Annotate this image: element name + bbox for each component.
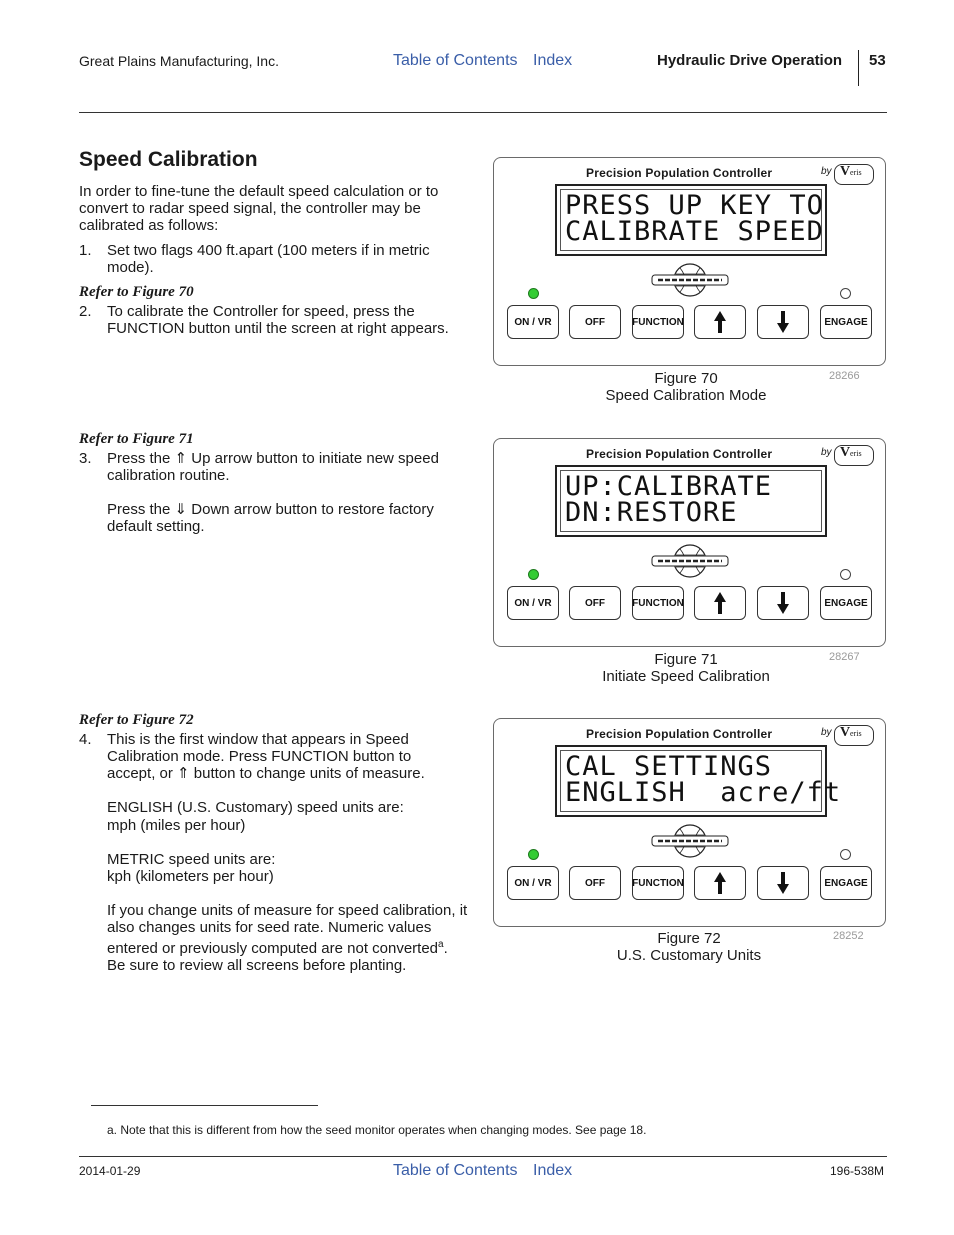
- engage-button[interactable]: ENGAGE: [820, 586, 872, 620]
- up-arrow-button[interactable]: [694, 586, 746, 620]
- power-led: [528, 569, 539, 580]
- footnote-rule: [91, 1105, 318, 1106]
- function-button[interactable]: FUNCTION: [632, 866, 684, 900]
- up-arrow-icon: [713, 310, 727, 334]
- figure-72-number: 28252: [833, 930, 864, 942]
- up-arrow-button[interactable]: [694, 305, 746, 339]
- english-units-value: mph (miles per hour): [107, 817, 246, 834]
- step-2-number: 2.: [79, 303, 92, 320]
- footer-index-link[interactable]: Index: [533, 1162, 573, 1179]
- lcd-line-1: UP:CALIBRATE: [565, 471, 773, 502]
- step-2-text: To calibrate the Controller for speed, press the FUNCTION button until the screen at right appears.: [107, 303, 449, 337]
- intro-paragraph: In order to fine-tune the default speed calculation or to convert to radar speed signal, the controller may be calibrated as follows:: [79, 183, 439, 234]
- up-arrow-button[interactable]: [694, 866, 746, 900]
- step-4-text: This is the first window that appears in Speed Calibration mode. Press FUNCTION button to accept, or ⇑ button to change units of measure.: [107, 731, 425, 782]
- function-button[interactable]: FUNCTION: [632, 586, 684, 620]
- engage-led: [840, 849, 851, 860]
- panel-by: by: [821, 447, 832, 458]
- engage-led: [840, 288, 851, 299]
- header-divider: [858, 50, 859, 86]
- great-plains-logo-icon: [650, 262, 730, 298]
- panel-title: Precision Population Controller: [586, 447, 773, 461]
- header-index-link[interactable]: Index: [533, 52, 573, 69]
- lcd-display: [555, 184, 827, 256]
- step-1-number: 1.: [79, 242, 92, 259]
- engage-button[interactable]: ENGAGE: [820, 305, 872, 339]
- english-units-label: ENGLISH (U.S. Customary) speed units are:: [107, 799, 404, 816]
- step-3-text-2: Press the ⇓ Down arrow button to restore factory default setting.: [107, 501, 434, 535]
- metric-units-value: kph (kilometers per hour): [107, 868, 274, 885]
- step-4-number: 4.: [79, 731, 92, 748]
- down-arrow-button[interactable]: [757, 586, 809, 620]
- lcd-line-1: PRESS UP KEY TO: [565, 190, 824, 221]
- lcd-line-2: ENGLISH acre/ft: [565, 777, 842, 808]
- header-section-title: Hydraulic Drive Operation: [657, 52, 843, 69]
- lcd-line-1: CAL SETTINGS: [565, 751, 773, 782]
- lcd-line-2: CALIBRATE SPEED: [565, 216, 824, 247]
- controller-panel-fig70: [493, 157, 886, 366]
- panel-title: Precision Population Controller: [586, 727, 773, 741]
- on-vr-button[interactable]: ON / VR: [507, 586, 559, 620]
- panel-title: Precision Population Controller: [586, 166, 773, 180]
- off-button[interactable]: OFF: [569, 586, 621, 620]
- on-vr-button[interactable]: ON / VR: [507, 305, 559, 339]
- panel-by: by: [821, 727, 832, 738]
- lcd-display: [555, 465, 827, 537]
- header-toc-link[interactable]: Table of Contents: [393, 52, 518, 69]
- great-plains-logo-icon: [650, 543, 730, 579]
- step-3-text: Press the ⇑ Up arrow button to initiate new speed calibration routine.: [107, 450, 439, 484]
- engage-button[interactable]: ENGAGE: [820, 866, 872, 900]
- up-arrow-icon: [713, 871, 727, 895]
- panel-by: by: [821, 166, 832, 177]
- function-button[interactable]: FUNCTION: [632, 305, 684, 339]
- footer-toc-link[interactable]: Table of Contents: [393, 1162, 518, 1179]
- metric-units-label: METRIC speed units are:: [107, 851, 276, 868]
- veris-logo: V eris: [834, 445, 874, 466]
- power-led: [528, 288, 539, 299]
- engage-led: [840, 569, 851, 580]
- header-company: Great Plains Manufacturing, Inc.: [79, 53, 279, 69]
- footer-document-number: 196-538M: [830, 1164, 885, 1178]
- veris-logo: V eris: [834, 725, 874, 746]
- footnote-marker[interactable]: a: [438, 939, 444, 950]
- lcd-display: [555, 745, 842, 817]
- veris-logo: V eris: [834, 164, 874, 185]
- down-arrow-icon: [776, 871, 790, 895]
- step-3-reference: Refer to Figure 71: [79, 431, 194, 447]
- footer-date: 2014-01-29: [79, 1164, 141, 1178]
- controller-panel-fig72: [493, 718, 886, 927]
- off-button[interactable]: OFF: [569, 305, 621, 339]
- figure-70-caption: Figure 70 Speed Calibration Mode: [605, 370, 767, 404]
- down-arrow-button[interactable]: [757, 866, 809, 900]
- step-3-number: 3.: [79, 450, 92, 467]
- footer-rule: [79, 1156, 887, 1157]
- figure-72-caption: Figure 72 U.S. Customary Units: [616, 930, 762, 964]
- footnote-text: a. Note that this is different from how the seed monitor operates when changing modes. See page 18.: [107, 1123, 647, 1137]
- header-rule: [79, 112, 887, 113]
- up-arrow-icon: [713, 591, 727, 615]
- down-arrow-button[interactable]: [757, 305, 809, 339]
- controller-panel-fig71: [493, 438, 886, 647]
- off-button[interactable]: OFF: [569, 866, 621, 900]
- step-4-reference: Refer to Figure 72: [79, 712, 194, 728]
- down-arrow-icon: [776, 591, 790, 615]
- page-title: Speed Calibration: [79, 148, 258, 171]
- figure-71-number: 28267: [829, 651, 860, 663]
- down-arrow-icon: [776, 310, 790, 334]
- units-warning: If you change units of measure for speed calibration, it also changes units for seed rate. Numeric values entered or previously computed are not converted$^a$. Be sure to review all screens before planting.: [107, 902, 468, 974]
- figure-70-number: 28266: [829, 370, 860, 382]
- lcd-line-2: DN:RESTORE: [565, 497, 738, 528]
- step-2-reference: Refer to Figure 70: [79, 284, 194, 300]
- figure-71-caption: Figure 71 Initiate Speed Calibration: [602, 651, 770, 685]
- on-vr-button[interactable]: ON / VR: [507, 866, 559, 900]
- power-led: [528, 849, 539, 860]
- page-number: 53: [869, 52, 886, 69]
- great-plains-logo-icon: [650, 823, 730, 859]
- step-1-text: Set two flags 400 ft.apart (100 meters if in metric mode).: [107, 242, 430, 276]
